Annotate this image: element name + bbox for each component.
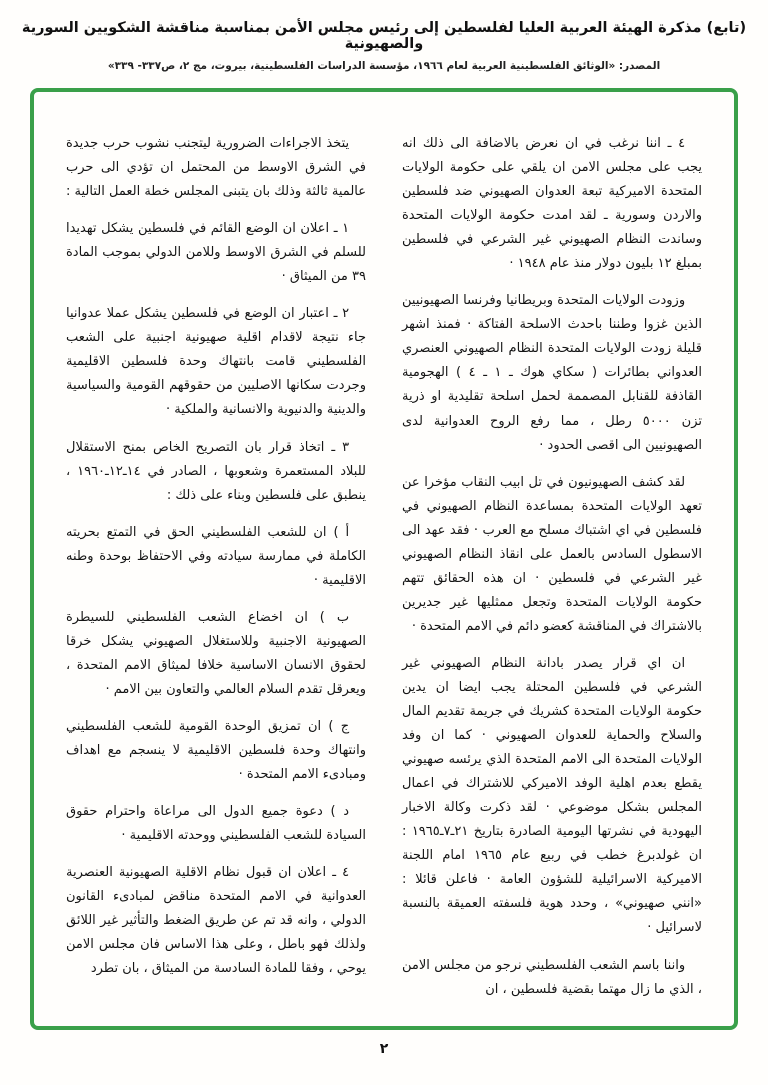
paragraph: وزودت الولايات المتحدة وبريطانيا وفرنسا الصهيونيين الذين غزوا وطننا باحدث الاسلحة الفتاكة · فمنذ اشهر قليلة زودت الولايات المتحدة النظام الصهيوني العنصري العدواني بطائرات ( سكاي هوك ـ ١ ـ ٤ ) الهجومية القاذفة للقنابل المصممة لحمل اسلحة تقليدية او ذرية تزن ٥٠٠٠ رطل ، مما رفع الروح العدوانية لدى الصهيونيين الى اقصى الحدود ·	[402, 293, 702, 453]
paragraph: ان اي قرار يصدر بادانة النظام الصهيوني غير الشرعي في فلسطين المحتلة يجب ايضا ان يدين حكومة الولايات المتحدة كشريك في جريمة تقديم المال والسلاح والحماية للعدوان الصهيوني · كما ان وفد الولايات المتحدة الى الامم المتحدة الذي يرئسه صهيوني يقطع بعدم اهلية الوفد الاميركي للاشتراك في اعمال المجلس بشكل موضوعي · لقد ذكرت وكالة الاخبار اليهودية في نشرتها اليومية الصادرة بتاريخ ٢١ـ٧ـ١٩٦٥ : ان غولدبرغ خطب في ربيع عام ١٩٦٥ امام اللجنة الاميركية الاسرائيلية للشؤون العامة · فاعلن قائلا : «انني صهيوني» ، وحدد هوية فلسفته العميقة بالنسبة لاسرائيل ·	[402, 655, 702, 936]
document-box	[30, 88, 738, 1030]
page-number: ٢	[379, 1041, 389, 1057]
paragraph: د ) دعوة جميع الدول الى مراعاة واحترام حقوق السيادة للشعب الفلسطيني ووحدته الاقليمية ·	[66, 804, 366, 844]
text-columns	[66, 132, 702, 996]
document-title: (تابع) مذكرة الهيئة العربية العليا لفلسطين إلى رئيس مجلس الأمن بمناسبة مناقشة الشكويين السورية والصهيونية	[21, 20, 747, 52]
paragraph: ٤ ـ اننا نرغب في ان نعرض بالاضافة الى ذلك انه يجب على مجلس الامن ان يلقي على حكومة الولايات المتحدة الاميركية تبعة العدوان الصهيوني ضد فلسطين والاردن وسورية ـ لقد امدت حكومة الولايات المتحدة وساندت النظام الصهيوني غير الشرعي في فلسطين بمبلغ ١٢ بليون دولار منذ عام ١٩٤٨ ·	[402, 136, 702, 272]
column-right	[402, 132, 702, 996]
paragraph: ب ) ان اخضاع الشعب الفلسطيني للسيطرة الصهيونية الاجنبية وللاستغلال الصهيوني يشكل خرقا لحقوق الانسان الاساسية خلافا لميثاق الامم المتحدة ، ويعرقل تقدم السلام العالمي والتعاون بين الامم ·	[66, 609, 366, 697]
paragraph: ١ ـ اعلان ان الوضع القائم في فلسطين يشكل تهديدا للسلم في الشرق الاوسط وللامن الدولي بموجب المادة ٣٩ من الميثاق ·	[66, 221, 366, 285]
paragraph: يتخذ الاجراءات الضرورية ليتجنب نشوب حرب جديدة في الشرق الاوسط من المحتمل ان تؤدي الى حرب عالمية ثالثة وذلك بان يتبنى المجلس خطة العمل التالية :	[66, 136, 366, 200]
paragraph: ٢ ـ اعتبار ان الوضع في فلسطين يشكل عملا عدوانيا جاء نتيجة لاقدام اقلية صهيونية اجنبية على الشعب الفلسطيني قامت بانتهاك وحدة فلسطين الاقليمية وجردت سكانها الاصليين من حقوقهم القومية والسياسية والدينية والدنيوية والانسانية والملكية ·	[66, 306, 366, 418]
source-citation: المصدر: «الوثائق الفلسطينية العربية لعام ١٩٦٦، مؤسسة الدراسات الفلسطينية، بيروت، مج ٢، ص٣٣٧- ٣٣٩»	[107, 60, 661, 72]
column-left	[66, 132, 366, 996]
paragraph: لقد كشف الصهيونيون في تل ابيب النقاب مؤخرا عن تعهد الولايات المتحدة بمساعدة النظام الصهيوني في فلسطين في اي اشتباك مسلح مع العرب · فقد عهد الى الاسطول السادس بالعمل على انقاذ النظام الصهيوني غير الشرعي في فلسطين · ان هذه الحقائق تتهم حكومة الولايات المتحدة وتجعل ممثليها غير جديرين بالاشتراك في المناقشة كعضو دائم في الامم المتحدة ·	[402, 474, 702, 634]
paragraph: ج ) ان تمزيق الوحدة القومية للشعب الفلسطيني وانتهاك وحدة فلسطين الاقليمية لا ينسجم مع اهداف ومبادىء الامم المتحدة ·	[66, 718, 366, 783]
paragraph: واننا باسم الشعب الفلسطيني نرجو من مجلس الامن ، الذي ما زال مهتما بقضية فلسطين ، ان	[402, 957, 702, 997]
paragraph: أ ) ان للشعب الفلسطيني الحق في التمتع بحريته الكاملة في ممارسة سيادته وفي الاحتفاظ بوحدة وطنه الاقليمية ·	[66, 524, 366, 588]
paragraph: ٤ ـ اعلان ان قبول نظام الاقلية الصهيونية العنصرية العدوانية في الامم المتحدة مناقض لمبادىء القانون الدولي ، وانه قد تم عن طريق الضغط والتأثير غير اللائق ولذلك فهو باطل ، وعلى هذا الاساس فان مجلس الامن يوحي ، وفقا للمادة السادسة من الميثاق ، بان تطرد	[66, 865, 366, 977]
paragraph: ٣ ـ اتخاذ قرار بان التصريح الخاص بمنح الاستقلال للبلاد المستعمرة وشعوبها ، الصادر في ١٤ـ١٢ـ١٩٦٠ ، ينطبق على فلسطين وبناء على ذلك :	[66, 439, 366, 503]
